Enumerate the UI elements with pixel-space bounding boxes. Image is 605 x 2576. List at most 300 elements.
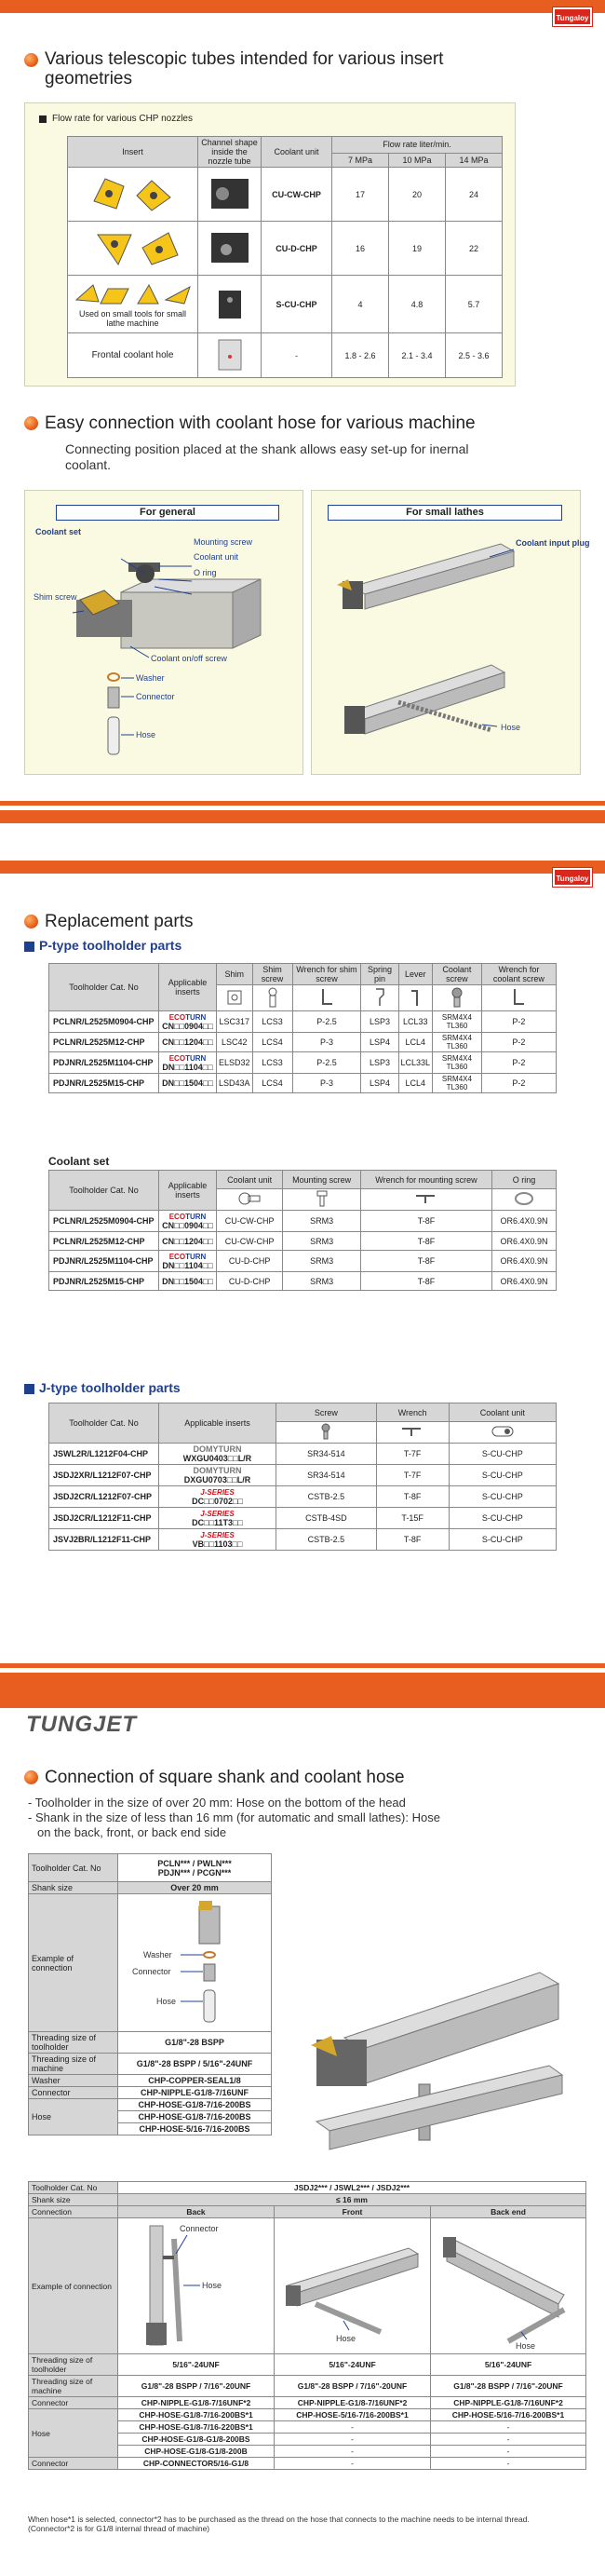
cell: SRM3 [283, 1211, 361, 1232]
cell: T-8F [376, 1486, 449, 1508]
cell: SRM3 [283, 1272, 361, 1291]
table-row [68, 333, 503, 378]
row-label: Threading size of machine [29, 2054, 118, 2075]
top-accent-bar [0, 861, 605, 874]
bullet-icon [24, 416, 38, 430]
insert-code: WXGU0403□□L/R [182, 1454, 252, 1463]
cell: T-8F [376, 1529, 449, 1551]
cell: OR6.4X0.9N [491, 1232, 556, 1251]
onoff-screw-label: Coolant on/off screw [151, 654, 227, 663]
cell: CHP-HOSE-G1/8-7/16-220BS*1 [118, 2421, 275, 2434]
shim-screw-label: Shim screw [34, 592, 77, 602]
cell: CU-D-CHP [217, 1272, 283, 1291]
o-ring-icon [491, 1189, 556, 1211]
for-small-lathes-label: For small lathes [328, 505, 562, 521]
under16-table [28, 2181, 586, 2470]
cell: LSD43A [217, 1074, 253, 1093]
coolant-screw-icon [433, 985, 482, 1011]
cell: T-7F [376, 1444, 449, 1465]
cell: P-2.5 [292, 1052, 361, 1074]
row-value: CHP-COPPER-SEAL1/8 [118, 2075, 272, 2087]
coolant-set-label: Coolant set [35, 527, 82, 536]
example-label: Example of connection [29, 2218, 118, 2354]
flow-rate-title: Flow rate for various CHP nozzles [52, 114, 193, 124]
th-insert: Insert [68, 137, 198, 168]
hose-label: Hose [335, 2333, 356, 2343]
cat-no: PDJNR/L2525M15-CHP [49, 1074, 159, 1093]
row-value: CHP-NIPPLE-G1/8-7/16UNF [118, 2087, 272, 2099]
cell: CHP-NIPPLE-G1/8-7/16UNF*2 [431, 2397, 586, 2409]
insert-code: CN□□0904□□ [162, 1221, 213, 1230]
cat-line-1: PCLN*** / PWLN*** [157, 1858, 232, 1868]
desc-line: - Toolholder in the size of over 20 mm: Hose on the bottom of the head [28, 1796, 406, 1810]
cell: CU-CW-CHP [217, 1232, 283, 1251]
cell: SR34-514 [276, 1465, 377, 1486]
cell: CHP-CONNECTOR5/16-G1/8 [118, 2458, 275, 2470]
cell: OR6.4X0.9N [491, 1272, 556, 1291]
small-lathes-diagram [315, 525, 590, 771]
th-cat: Toolholder Cat. No [49, 1403, 159, 1444]
cell-14: 2.5 - 3.6 [446, 333, 503, 378]
for-general-label: For general [56, 505, 279, 521]
backend-header: Back end [431, 2206, 586, 2218]
table-row [49, 1232, 557, 1251]
insert-code: DN□□1504□□ [162, 1078, 213, 1088]
divider-bar [0, 1673, 605, 1686]
applicable-insert [159, 1033, 217, 1052]
th-coolant-unit: Coolant unit [449, 1403, 556, 1422]
cell: LSC42 [217, 1033, 253, 1052]
cell: T-8F [361, 1211, 492, 1232]
connector2-row-label: Connector [29, 2458, 118, 2470]
cell: OR6.4X0.9N [491, 1251, 556, 1272]
jseries-brand: J-SERIES [200, 1510, 235, 1518]
applicable-insert [159, 1272, 217, 1291]
th-10mpa: 10 MPa [389, 153, 446, 167]
square-bullet-icon [24, 1384, 34, 1394]
th-mounting-screw: Mounting screw [283, 1171, 361, 1189]
cat-no: JSDJ2XR/L1212F07-CHP [49, 1465, 159, 1486]
th-screw: Screw [276, 1403, 377, 1422]
cell: P-2 [481, 1074, 556, 1093]
turn-brand: TURN [185, 1253, 207, 1261]
flow-rate-table [67, 136, 503, 378]
cell: - [275, 2458, 431, 2470]
insert-code: DXGU0703□□L/R [183, 1475, 251, 1485]
cell: SRM4X4 TL360 [433, 1011, 482, 1033]
hose-label: Hose [136, 730, 156, 739]
coolant-unit-label: Coolant unit [194, 552, 239, 562]
jseries-brand: J-SERIES [200, 1531, 235, 1539]
insert-code: VB□□1103□□ [192, 1539, 243, 1549]
cell: ELSD32 [217, 1052, 253, 1074]
insert-code: DN□□1104□□ [162, 1261, 213, 1270]
mounting-screw-icon [283, 1189, 361, 1211]
applicable-insert [159, 1232, 217, 1251]
spring-pin-icon [361, 985, 398, 1011]
footnote: When hose*1 is selected, connector*2 has to be purchased as the thread on the hose that connects to the machine needs to be internal thread. (Connector*2 is for G1/8 internal thread of machine) [28, 2515, 530, 2533]
table-row [49, 1272, 557, 1291]
cell-unit: S-CU-CHP [262, 276, 332, 333]
cell: CHP-NIPPLE-G1/8-7/16UNF*2 [118, 2397, 275, 2409]
table-row [49, 1074, 557, 1093]
coolant-set-title: Coolant set [48, 1155, 110, 1168]
cell: OR6.4X0.9N [491, 1211, 556, 1232]
cell-7: 16 [332, 222, 389, 276]
cell: CU-D-CHP [217, 1251, 283, 1272]
cat-line-2: PDJN*** / PCGN*** [157, 1867, 232, 1878]
easy-connection-desc: Connecting position placed at the shank allows easy set-up for inernal coolant. [65, 441, 469, 472]
table-row [49, 1444, 557, 1465]
insert-code: CN□□1204□□ [162, 1236, 213, 1246]
insert-image-dn [68, 222, 198, 276]
table-row [49, 1052, 557, 1074]
cell: 5/16"-24UNF [431, 2354, 586, 2376]
example-label: Example of connection [29, 1894, 118, 2032]
cell: CSTB-4SD [276, 1508, 377, 1529]
th-cat: Toolholder Cat. No [49, 964, 159, 1011]
jseries-brand: J-SERIES [200, 1488, 235, 1497]
eco-brand: ECO [168, 1054, 186, 1063]
hose-label: Hose [516, 2340, 536, 2351]
shim-icon [217, 985, 253, 1011]
th-coolant-unit: Coolant unit [217, 1171, 283, 1189]
wrench-icon [376, 1422, 449, 1444]
wrench-icon [292, 985, 361, 1011]
shim-screw-icon [252, 985, 292, 1011]
row-value: G1/8"-28 BSPP [118, 2032, 272, 2054]
cell: S-CU-CHP [449, 1465, 556, 1486]
cell: G1/8"-28 BSPP / 7/16"-20UNF [275, 2376, 431, 2397]
cat-no: PCLNR/L2525M0904-CHP [49, 1011, 159, 1033]
cell: S-CU-CHP [449, 1444, 556, 1465]
coolant-unit-icon [449, 1422, 556, 1444]
cell: P-2 [481, 1011, 556, 1033]
cell: - [275, 2421, 431, 2434]
th-7mpa: 7 MPa [332, 153, 389, 167]
mounting-screw-label: Mounting screw [194, 537, 253, 547]
eco-brand: ECO [168, 1213, 186, 1221]
ptype-parts-table [48, 963, 557, 1093]
cell: SRM4X4 TL360 [433, 1052, 482, 1074]
cell-unit: - [262, 333, 332, 378]
general-diagram [28, 525, 300, 771]
hose-value: CHP-HOSE-5/16-7/16-200BS [118, 2123, 272, 2135]
th-wrench-shim: Wrench for shim screw [292, 964, 361, 985]
cell: T-7F [376, 1465, 449, 1486]
backend-example-image [431, 2218, 586, 2354]
section-title-connection: Connection of square shank and coolant hose [45, 1768, 405, 1787]
table-row [49, 1011, 557, 1033]
tungjet-logo: TUNGJET [26, 1712, 138, 1737]
cell-10: 2.1 - 3.4 [389, 333, 446, 378]
insert-code: CN□□0904□□ [162, 1022, 213, 1031]
cell: T-8F [361, 1272, 492, 1291]
hose-label-cell: Hose [29, 2099, 118, 2135]
hose-label: Hose [156, 1996, 177, 2006]
divider-bar [0, 1663, 605, 1668]
thread-machine-label: Threading size of machine [29, 2376, 118, 2397]
washer-label: Washer [143, 1949, 172, 1959]
cell-unit: CU-CW-CHP [262, 168, 332, 222]
coolant-input-plug-label: Coolant input plug [516, 538, 590, 548]
tungaloy-logo: Tungaloy [553, 868, 592, 887]
cat-no: JSVJ2BR/L1212F11-CHP [49, 1529, 159, 1551]
table-row [49, 1529, 557, 1551]
cell: T-8F [361, 1232, 492, 1251]
thread-tool-label: Threading size of toolholder [29, 2354, 118, 2376]
cat-no: PCLNR/L2525M12-CHP [49, 1232, 159, 1251]
insert-code: DN□□1104□□ [162, 1063, 213, 1072]
th-shim-screw: Shim screw [252, 964, 292, 985]
cell: P-2.5 [292, 1011, 361, 1033]
cell: CSTB-2.5 [276, 1486, 377, 1508]
applicable-insert [159, 1211, 217, 1232]
front-example-image [275, 2218, 431, 2354]
cell: T-15F [376, 1508, 449, 1529]
over20-table [28, 1853, 272, 2135]
cell: - [431, 2434, 586, 2446]
cell: LCS3 [252, 1011, 292, 1033]
connection-desc [28, 1796, 596, 1840]
cell: LCL33 [398, 1011, 433, 1033]
table-row [49, 1033, 557, 1052]
divider-bar [0, 810, 605, 823]
insert-image-cn [68, 168, 198, 222]
screw-icon [276, 1422, 377, 1444]
cell-7: 4 [332, 276, 389, 333]
domyturn-brand: DOMYTURN [193, 1466, 242, 1475]
hose-value: CHP-HOSE-G1/8-7/16-200BS [118, 2099, 272, 2111]
cell: LCS4 [252, 1033, 292, 1052]
coolant-unit-icon [217, 1189, 283, 1211]
cell: LSP4 [361, 1033, 398, 1052]
cat-no: JSDJ2CR/L1212F07-CHP [49, 1486, 159, 1508]
applicable-insert [159, 1465, 276, 1486]
cell: T-8F [361, 1251, 492, 1272]
insert-code: DC□□0702□□ [192, 1497, 243, 1506]
cell: 5/16"-24UNF [118, 2354, 275, 2376]
cell: LCS3 [252, 1052, 292, 1074]
applicable-insert [159, 1052, 217, 1074]
cell-7: 17 [332, 168, 389, 222]
section-title-easy-connection: Easy connection with coolant hose for various machine [45, 414, 476, 433]
cat-label: Toolholder Cat. No [29, 2182, 118, 2194]
domyturn-brand: DOMYTURN [193, 1444, 242, 1454]
small-tools-note: Used on small tools for small lathe machine [78, 308, 187, 328]
nozzle-image [198, 168, 262, 222]
cell: - [431, 2446, 586, 2458]
applicable-insert [159, 1529, 276, 1551]
shank-label: Shank size [29, 2194, 118, 2206]
bullet-icon [24, 1770, 38, 1784]
o-ring-label: O ring [194, 568, 217, 577]
table-row [68, 222, 503, 276]
section-title-replacement: Replacement parts [45, 912, 194, 931]
washer-label: Washer [136, 673, 165, 683]
wrench-icon [481, 985, 556, 1011]
cell-14: 5.7 [446, 276, 503, 333]
th-channel: Channel shape inside the nozzle tube [198, 137, 262, 168]
th-14mpa: 14 MPa [446, 153, 503, 167]
tungaloy-logo: Tungaloy [553, 7, 592, 26]
insert-code: CN□□1204□□ [162, 1037, 213, 1047]
cell-7: 1.8 - 2.6 [332, 333, 389, 378]
cat-value: JSDJ2*** / JSWL2*** / JSDJ2*** [118, 2182, 586, 2194]
table-row [49, 1211, 557, 1232]
table-row [68, 276, 503, 333]
shank-value: Over 20 mm [118, 1882, 272, 1894]
top-accent-bar [0, 1686, 605, 1708]
connector-label: Connector [179, 2223, 219, 2233]
back-example-image [118, 2218, 275, 2354]
cell: - [275, 2434, 431, 2446]
square-bullet-icon [24, 942, 34, 952]
cell: G1/8"-28 BSPP / 7/16"-20UNF [118, 2376, 275, 2397]
cell-14: 24 [446, 168, 503, 222]
cell: LCS4 [252, 1074, 292, 1093]
cell: S-CU-CHP [449, 1508, 556, 1529]
cell: P-2 [481, 1052, 556, 1074]
divider-bar [0, 801, 605, 806]
cell: LCL4 [398, 1033, 433, 1052]
insert-code: DN□□1504□□ [162, 1276, 213, 1286]
bullet-icon [24, 915, 38, 929]
th-shim: Shim [217, 964, 253, 985]
cell: SRM3 [283, 1232, 361, 1251]
cat-no: PCLNR/L2525M12-CHP [49, 1033, 159, 1052]
cell: SR34-514 [276, 1444, 377, 1465]
nozzle-image [198, 276, 262, 333]
cat-value [118, 1854, 272, 1882]
applicable-insert [159, 1486, 276, 1508]
cell: SRM4X4 TL360 [433, 1033, 482, 1052]
cell: CHP-HOSE-5/16-7/16-200BS*1 [275, 2409, 431, 2421]
cell: LCL33L [398, 1052, 433, 1074]
cell: - [275, 2446, 431, 2458]
cell: CHP-HOSE-G1/8-7/16-200BS*1 [118, 2409, 275, 2421]
cell: G1/8"-28 BSPP / 7/16"-20UNF [431, 2376, 586, 2397]
th-coolant-unit: Coolant unit [262, 137, 332, 168]
th-inserts: Applicable inserts [159, 964, 217, 1011]
cell: P-3 [292, 1074, 361, 1093]
cell: S-CU-CHP [449, 1529, 556, 1551]
cell: P-3 [292, 1033, 361, 1052]
cell: - [431, 2458, 586, 2470]
row-value: G1/8"-28 BSPP / 5/16"-24UNF [118, 2054, 272, 2075]
desc-line: - Shank in the size of less than 16 mm (for automatic and small lathes): Hose [28, 1810, 440, 1824]
applicable-insert [159, 1444, 276, 1465]
example-image [118, 1894, 272, 2032]
th-wrench: Wrench for mounting screw [361, 1171, 492, 1189]
table-row [49, 1486, 557, 1508]
nozzle-image [198, 222, 262, 276]
front-header: Front [275, 2206, 431, 2218]
cell: CSTB-2.5 [276, 1529, 377, 1551]
connector-label: Connector [136, 692, 175, 701]
connector-label: Connector [132, 1966, 171, 1976]
insert-code: DC□□11T3□□ [192, 1518, 243, 1527]
cell-10: 20 [389, 168, 446, 222]
hose-value: CHP-HOSE-G1/8-7/16-200BS [118, 2111, 272, 2123]
eco-brand: ECO [168, 1253, 186, 1261]
section-title-telescopic: Various telescopic tubes intended for various insert geometries [45, 49, 444, 88]
cell: P-2 [481, 1033, 556, 1052]
shank-label: Shank size [29, 1882, 118, 1894]
turn-brand: TURN [185, 1054, 207, 1063]
cat-no: PCLNR/L2525M0904-CHP [49, 1211, 159, 1232]
cell-10: 4.8 [389, 276, 446, 333]
cell-unit: CU-D-CHP [262, 222, 332, 276]
square-bullet-icon [39, 115, 47, 123]
cell: SRM4X4 TL360 [433, 1074, 482, 1093]
th-o-ring: O ring [491, 1171, 556, 1189]
cell: LSP3 [361, 1011, 398, 1033]
cat-no: JSWL2R/L1212F04-CHP [49, 1444, 159, 1465]
th-coolant-screw: Coolant screw [433, 964, 482, 985]
cat-no: PDJNR/L2525M15-CHP [49, 1272, 159, 1291]
row-label: Threading size of toolholder [29, 2032, 118, 2054]
turn-brand: TURN [185, 1213, 207, 1221]
wrench-icon [361, 1189, 492, 1211]
cell: S-CU-CHP [449, 1486, 556, 1508]
desc-line: on the back, front, or back end side [37, 1825, 227, 1839]
table-row [49, 1465, 557, 1486]
ptype-title: P-type toolholder parts [39, 938, 182, 953]
cell: CHP-HOSE-G1/8-G1/8-200B [118, 2446, 275, 2458]
th-wrench-coolant: Wrench for coolant screw [481, 964, 556, 985]
applicable-insert [159, 1074, 217, 1093]
cell: CHP-NIPPLE-G1/8-7/16UNF*2 [275, 2397, 431, 2409]
connector-row-label: Connector [29, 2397, 118, 2409]
cell: LSP4 [361, 1074, 398, 1093]
cell: LCL4 [398, 1074, 433, 1093]
applicable-insert [159, 1508, 276, 1529]
cell-10: 19 [389, 222, 446, 276]
th-lever: Lever [398, 964, 433, 985]
cell: CHP-HOSE-5/16-7/16-200BS*1 [431, 2409, 586, 2421]
th-flow: Flow rate liter/min. [332, 137, 503, 154]
cat-no: JSDJ2CR/L1212F11-CHP [49, 1508, 159, 1529]
table-row [49, 1508, 557, 1529]
connection-label: Connection [29, 2206, 118, 2218]
th-cat: Toolholder Cat. No [49, 1171, 159, 1211]
cell: LSC317 [217, 1011, 253, 1033]
table-row [49, 1251, 557, 1272]
th-wrench: Wrench [376, 1403, 449, 1422]
cell: 5/16"-24UNF [275, 2354, 431, 2376]
cell-14: 22 [446, 222, 503, 276]
th-inserts: Applicable inserts [159, 1403, 276, 1444]
row-label: Washer [29, 2075, 118, 2087]
bullet-icon [24, 53, 38, 67]
th-spring-pin: Spring pin [361, 964, 398, 985]
coolant-set-table [48, 1170, 557, 1291]
applicable-insert [159, 1251, 217, 1272]
lever-icon [398, 985, 433, 1011]
cat-no: PDJNR/L2525M1104-CHP [49, 1251, 159, 1272]
cell: CHP-HOSE-G1/8-G1/8-200BS [118, 2434, 275, 2446]
top-accent-bar [0, 0, 605, 13]
insert-image-small [68, 276, 198, 333]
cat-no: PDJNR/L2525M1104-CHP [49, 1052, 159, 1074]
holder-photo [279, 1954, 596, 2168]
jtype-title: J-type toolholder parts [39, 1380, 181, 1395]
row-label: Connector [29, 2087, 118, 2099]
cat-label: Toolholder Cat. No [29, 1854, 118, 1882]
hose-row-label: Hose [29, 2409, 118, 2458]
turn-brand: TURN [185, 1013, 207, 1022]
